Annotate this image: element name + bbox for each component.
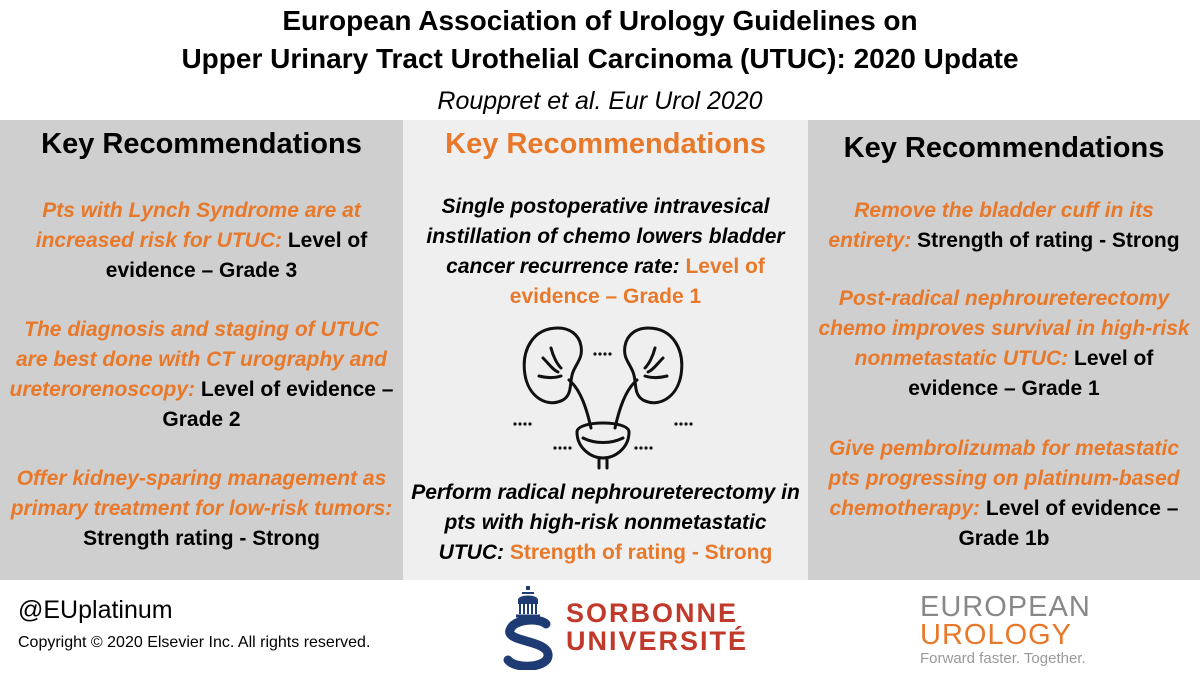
right-rec-3 <box>814 434 1194 554</box>
rec-statement: Perform radical nephroureterectomy in pts with high-risk nonmetastatic UTUC: <box>411 481 800 564</box>
right-column <box>808 120 1200 580</box>
citation: Rouppret et al. Eur Urol 2020 <box>437 87 763 115</box>
rec-evidence: Level of evidence – Grade 1b <box>958 497 1179 550</box>
rec-evidence: Strength of rating - Strong <box>917 229 1180 252</box>
sorbonne-university: UNIVERSITÉ <box>566 626 749 656</box>
kidney-bladder-icon <box>503 320 703 470</box>
rec-emphasis: The diagnosis and staging of UTUC are best done with CT urography and ureterorenoscopy: <box>9 318 388 401</box>
left-rec-1 <box>6 196 397 286</box>
title-line-2: Upper Urinary Tract Urothelial Carcinoma (UTUC): 2020 Update <box>181 43 1019 74</box>
eu-tagline: Forward faster. Together. <box>920 650 1086 667</box>
rec-emphasis: Give pembrolizumab for metastatic pts progressing on platinum-based chemotherapy: <box>828 437 1180 520</box>
left-heading: Key Recommendations <box>41 128 362 160</box>
rec-statement: Single postoperative intravesical instillation of chemo lowers bladder cancer recurrence rate: <box>426 195 785 278</box>
rec-emphasis: Post-radical nephroureterectomy chemo improves survival in high-risk nonmetastatic UTUC: <box>818 287 1190 370</box>
title-line-1: European Association of Urology Guidelines on <box>282 5 918 36</box>
eu-logo-urology: UROLOGY <box>920 619 1073 651</box>
twitter-handle: @EUplatinum <box>18 596 173 624</box>
middle-rec-2 <box>409 478 802 568</box>
middle-rec-1 <box>409 192 802 312</box>
copyright-notice: Copyright © 2020 Elsevier Inc. All rights reserved. <box>18 634 371 651</box>
middle-column <box>403 120 808 580</box>
rec-evidence: Strength rating - Strong <box>83 527 320 550</box>
right-rec-1 <box>814 196 1194 256</box>
middle-heading: Key Recommendations <box>445 128 766 160</box>
eu-logo-european: EUROPEAN <box>920 591 1091 623</box>
left-rec-2 <box>6 315 397 435</box>
rec-evidence: Level of evidence – Grade 3 <box>105 229 368 282</box>
rec-emphasis: Pts with Lynch Syndrome are at increased risk for UTUC: <box>35 199 361 252</box>
rec-emphasis: Remove the bladder cuff in its entirety: <box>828 199 1154 252</box>
right-rec-2 <box>814 284 1194 404</box>
sorbonne-logo-icon <box>496 584 560 670</box>
rec-evidence: Strength of rating - Strong <box>509 541 773 564</box>
rec-emphasis: Offer kidney-sparing management as primary treatment for low-risk tumors: <box>10 467 393 520</box>
rec-evidence: Level of evidence – Grade 1 <box>908 347 1154 400</box>
sorbonne-name: SORBONNE <box>566 598 739 628</box>
rec-evidence: Level of evidence – Grade 1 <box>509 255 765 308</box>
rec-evidence: Level of evidence – Grade 2 <box>162 378 394 431</box>
left-rec-3 <box>6 464 397 554</box>
right-heading: Key Recommendations <box>843 132 1165 164</box>
left-column <box>0 120 403 580</box>
